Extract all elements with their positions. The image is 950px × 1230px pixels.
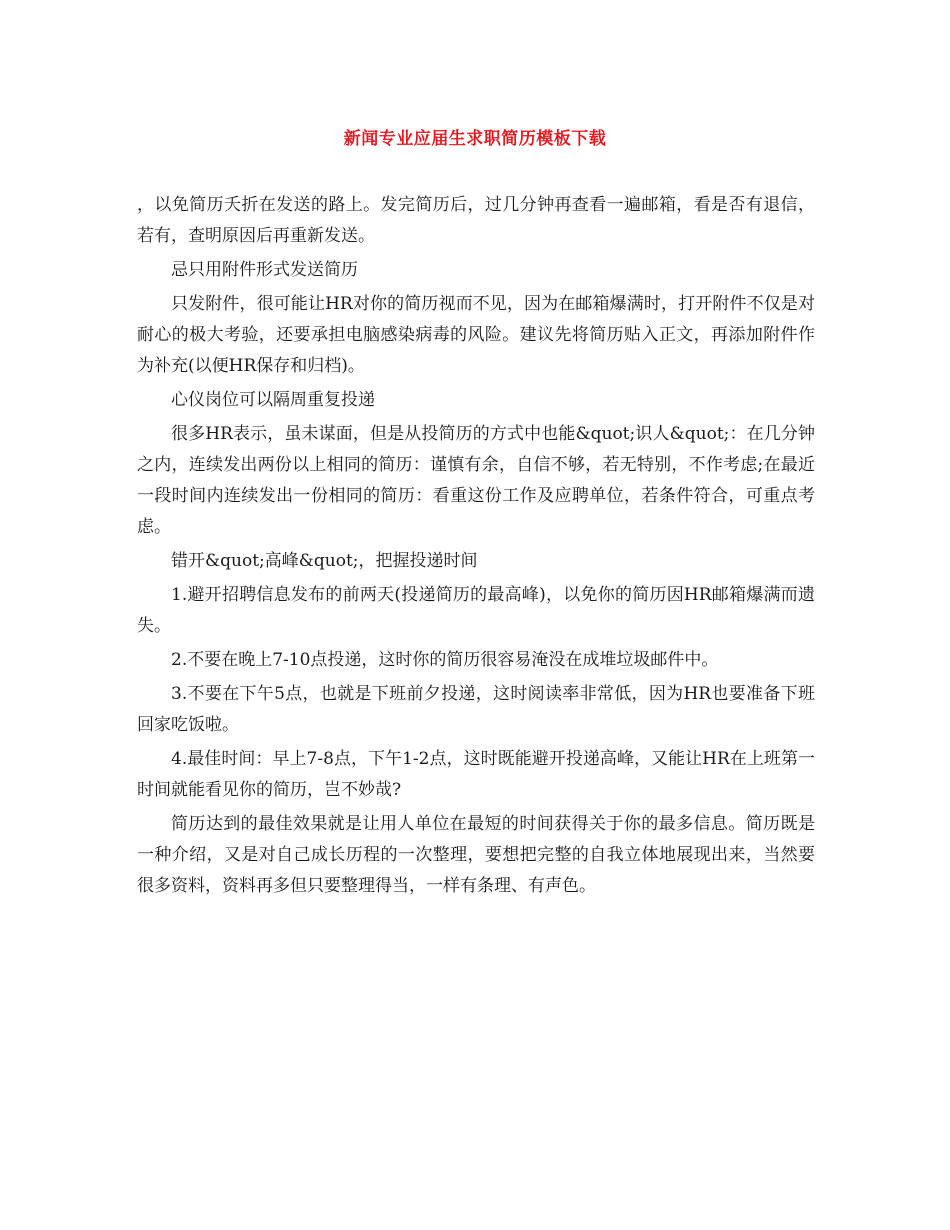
document-body bbox=[137, 190, 815, 905]
paragraph: ，以免简历夭折在发送的路上。发完简历后，过几分钟再查看一遍邮箱，看是否有退信，若有，查明原因后再重新发送。 bbox=[137, 195, 815, 246]
list-item: 2.不要在晚上7-10点投递，这时你的简历很容易淹没在成堆垃圾邮件中。 bbox=[171, 650, 719, 670]
section-heading: 错开&quot;高峰&quot;，把握投递时间 bbox=[171, 551, 478, 571]
document-title: 新闻专业应届生求职简历模板下载 bbox=[343, 129, 607, 149]
list-item: 3.不要在下午5点，也就是下班前夕投递，这时阅读率非常低，因为HR也要准备下班回家吃饭啦。 bbox=[137, 684, 815, 735]
paragraph: 简历达到的最佳效果就是让用人单位在最短的时间获得关于你的最多信息。简历既是一种介绍，又是对自己成长历程的一次整理，要想把完整的自我立体地展现出来，当然要很多资料，资料再多但只要整理得当，一样有条理、有声色。 bbox=[137, 814, 815, 896]
section-heading: 忌只用附件形式发送简历 bbox=[171, 260, 358, 280]
list-item: 1.避开招聘信息发布的前两天(投递简历的最高峰)，以免你的简历因HR邮箱爆满而遗失。 bbox=[137, 585, 815, 636]
list-item: 4.最佳时间：早上7-8点，下午1-2点，这时既能避开投递高峰，又能让HR在上班第一时间就能看见你的简历，岂不妙哉? bbox=[137, 749, 815, 800]
paragraph: 只发附件，很可能让HR对你的简历视而不见，因为在邮箱爆满时，打开附件不仅是对耐心的极大考验，还要承担电脑感染病毒的风险。建议先将简历贴入正文，再添加附件作为补充(以便HR保存和归档)。 bbox=[137, 294, 815, 376]
section-heading: 心仪岗位可以隔周重复投递 bbox=[171, 390, 375, 410]
paragraph: 很多HR表示，虽未谋面，但是从投简历的方式中也能&quot;识人&quot;：在几分钟之内，连续发出两份以上相同的简历：谨慎有余，自信不够，若无特别，不作考虑;在最近一段时间内连续发出一份相同的简历：看重这份工作及应聘单位，若条件符合，可重点考虑。 bbox=[137, 424, 815, 537]
